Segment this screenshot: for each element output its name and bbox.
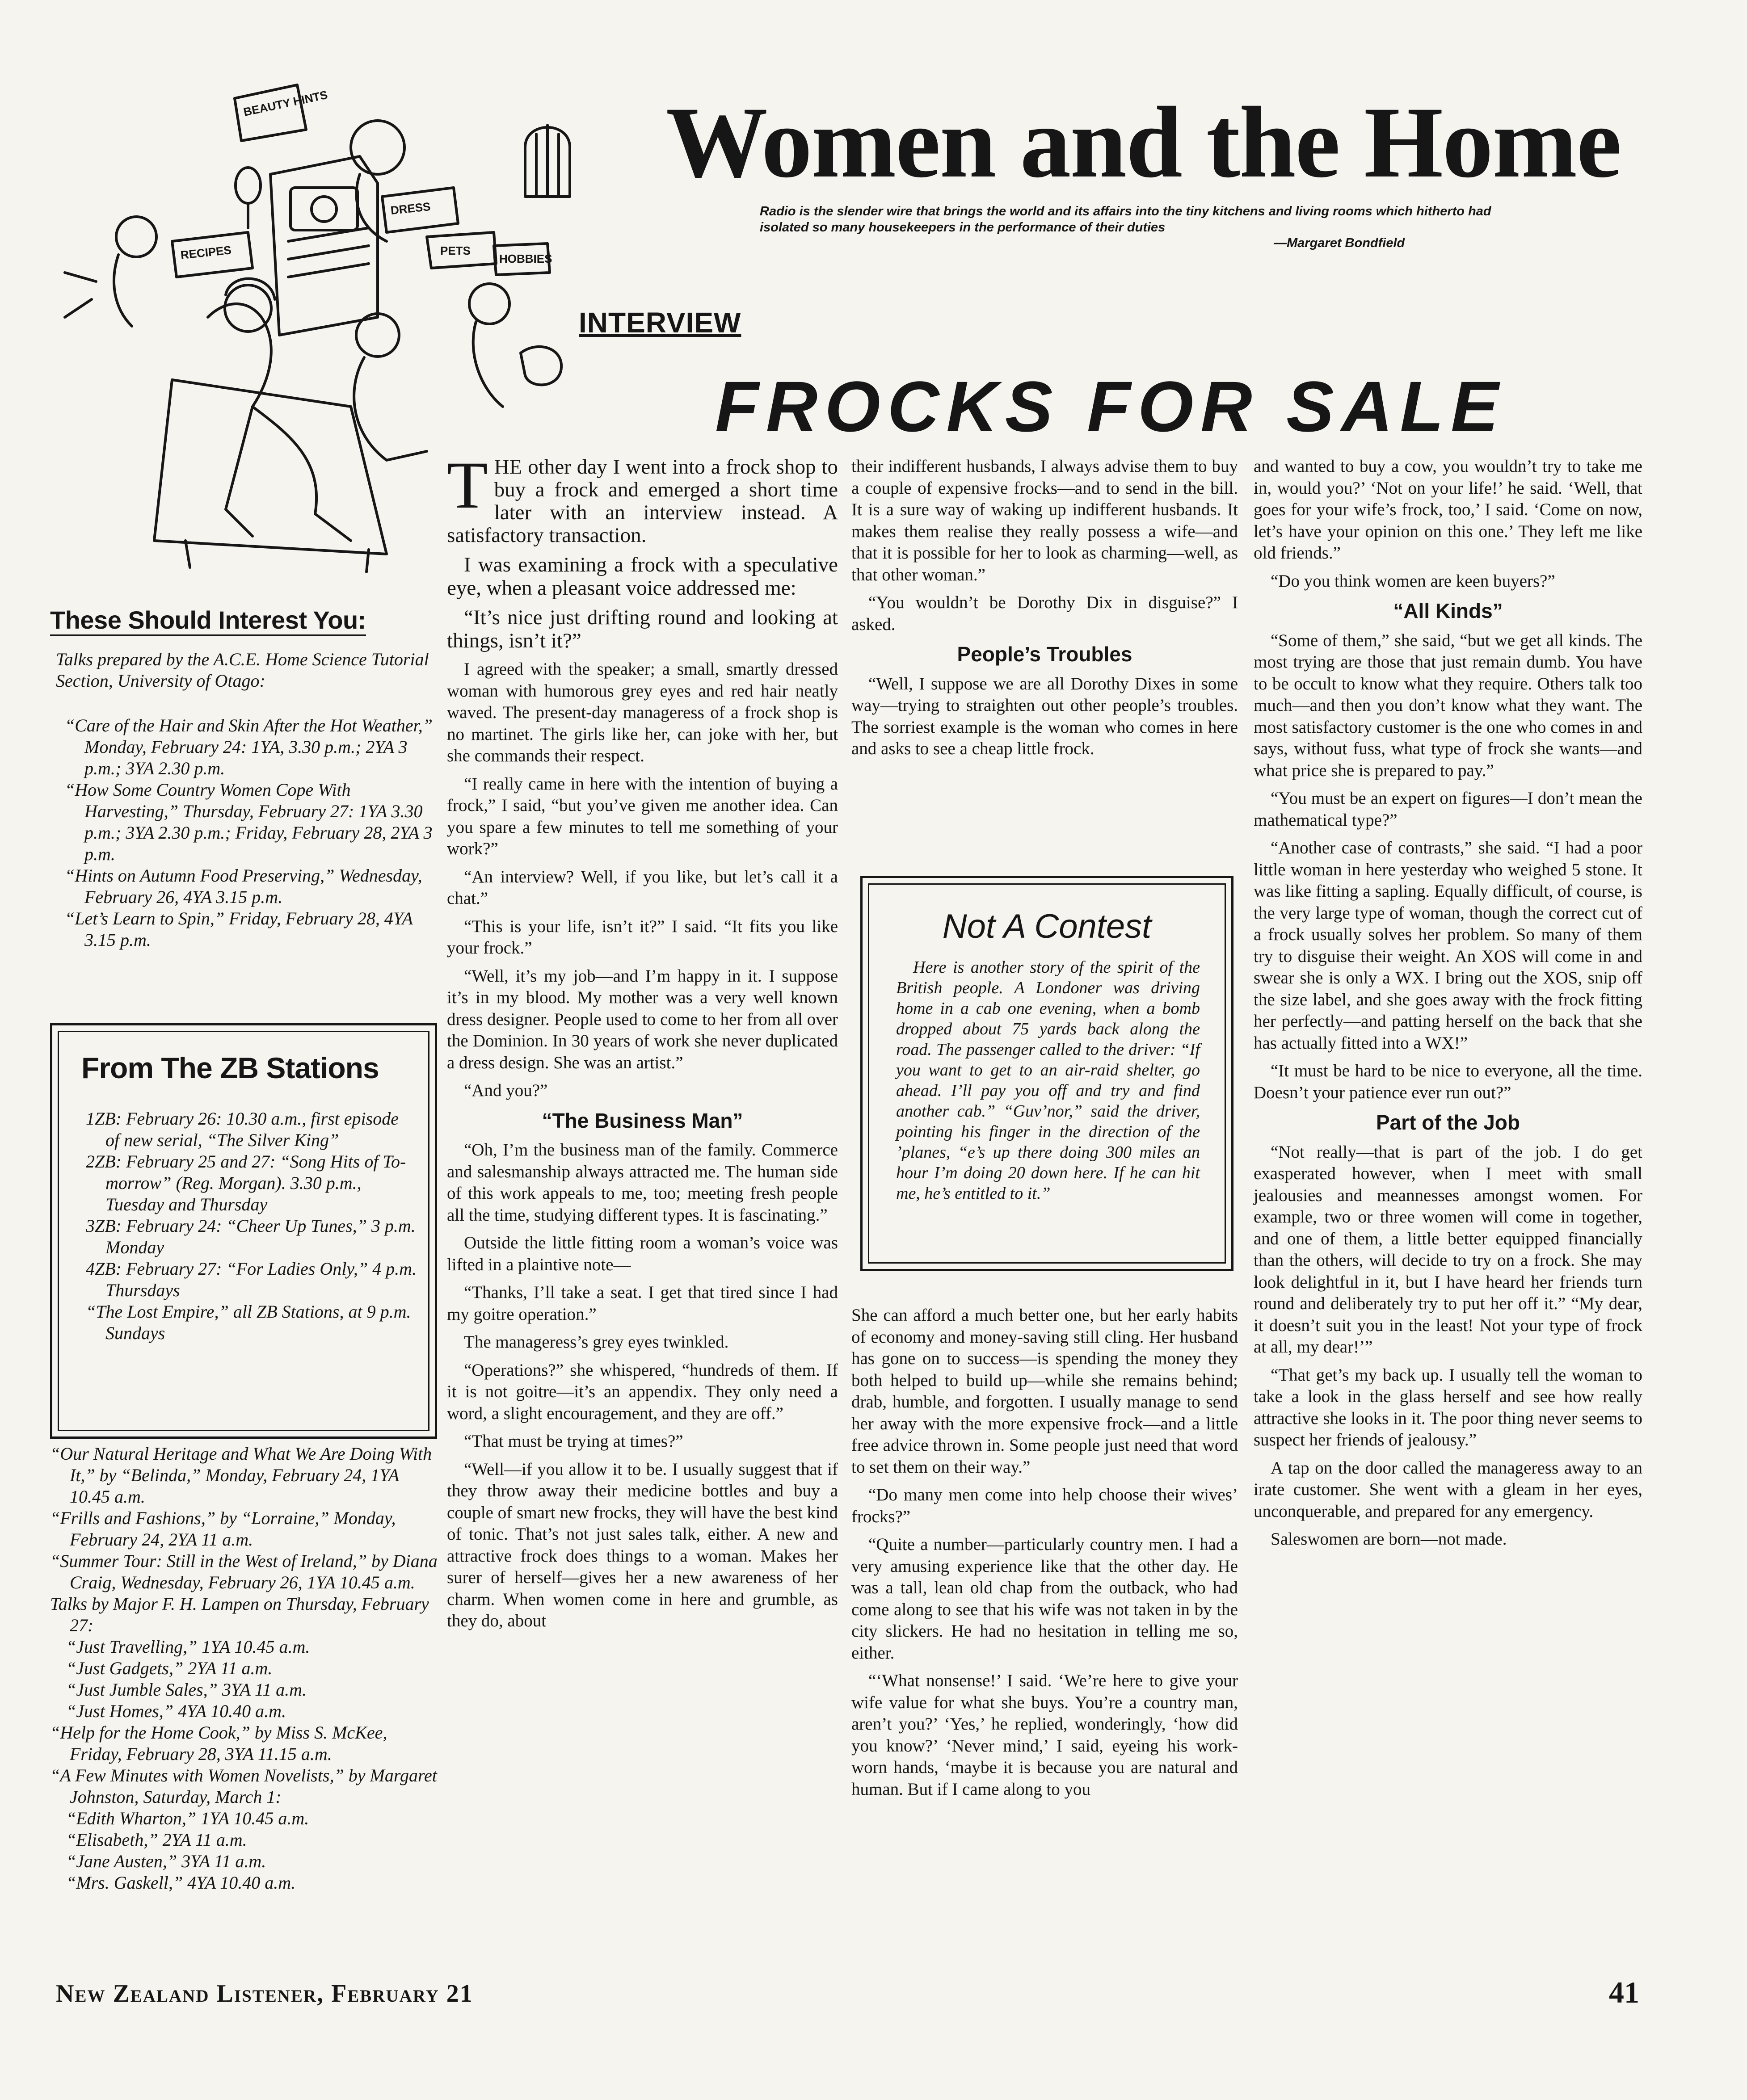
paragraph: “Well, I suppose we are all Dorothy Dixes in some way—trying to straighten out other people’s troubles. The sorriest example is the woman who comes in here and asks to see a cheap little frock. (851, 674, 1238, 758)
article-lede (447, 448, 838, 547)
paragraph: “It must be hard to be nice to everyone, all the time. Doesn’t your patience ever run out?” (1254, 1061, 1642, 1102)
paragraph: “And you?” (464, 1081, 548, 1100)
sign-recipes: RECIPES (180, 243, 232, 262)
article-column-2-top (851, 456, 1238, 766)
list-item: “Just Gadgets,” 2YA 11 a.m. (66, 1658, 273, 1678)
list-item: “Jane Austen,” 3YA 11 a.m. (66, 1851, 266, 1871)
list-item: “Mrs. Gaskell,” 4YA 10.40 a.m. (66, 1873, 296, 1893)
paragraph: “You wouldn’t be Dorothy Dix in disguise?” I asked. (851, 593, 1238, 634)
paragraph: “That must be trying at times?” (464, 1432, 683, 1451)
paragraph: “Well, it’s my job—and I’m happy in it. I suppose it’s in my blood. My mother was a very well known dress designer. People used to come to her from all over the Dominion. In 30 years of work she never duplicated a dress design. She was an artist.” (447, 966, 838, 1072)
list-item: Talks by Major F. H. Lampen on Thursday, February 27: (50, 1594, 429, 1635)
paragraph: The manageress’s grey eyes twinkled. (464, 1332, 729, 1352)
list-item: “Just Travelling,” 1YA 10.45 a.m. (66, 1637, 310, 1657)
interest-talk-list (65, 715, 436, 951)
paragraph: “Some of them,” she said, “but we get all kinds. The most trying are those that just remain dumb. You have to be occult to know what they require. Others talk too much—and then you don’t know what they want. The most satisfactory customer is the one who comes in and says, without fuss, what type of frock she wants—and what price she is prepared to pay.” (1254, 630, 1642, 780)
list-item: 4ZB: February 27: “For Ladies Only,” 4 p.m. Thursdays (86, 1259, 417, 1300)
paragraph: “Another case of contrasts,” she said. “I had a poor little woman in here yesterday who weighed 5 stone. It was like fitting a sapling. Equally difficult, of course, is the very large type of woman, though the correct cut of a frock usually solves her problem. So many of them try to disguise their weight. An XOS will come in and swear she is only a WX. I bring out the XOS, snip off the size label, and she goes away with the frock fitting her perfectly—and patting herself on the back that she has actually fitted into a WX!” (1254, 838, 1642, 1053)
contest-heading: Not A Contest (942, 907, 1152, 945)
list-item: 1ZB: February 26: 10.30 a.m., first episode of new serial, “The Silver King” (86, 1109, 399, 1150)
epigraph-author: —Margaret Bondfield (1274, 236, 1405, 250)
paragraph: “Do many men come into help choose their wives’ frocks?” (851, 1485, 1238, 1526)
subheading-peoples-troubles: People’s Troubles (957, 643, 1132, 666)
list-item: “Just Homes,” 4YA 10.40 a.m. (66, 1701, 286, 1721)
paragraph: “Operations?” she whispered, “hundreds of them. If it is not goitre—it’s an appendix. They only need a word, a slight encouragement, and they are off.” (447, 1360, 838, 1423)
zb-heading: From The ZB Stations (81, 1051, 379, 1084)
zb-stations-box (50, 1023, 437, 1439)
list-item: “The Lost Empire,” all ZB Stations, at 9 p.m. Sundays (86, 1302, 411, 1343)
more-talks-list (50, 1443, 443, 1894)
list-item: “Summer Tour: Still in the West of Ireland,” by Diana Craig, Wednesday, February 26, 1YA 10.45 a.m. (50, 1551, 438, 1592)
sign-dress: DRESS (390, 199, 431, 217)
list-item: “Hints on Autumn Food Preserving,” Wednesday, February 26, 4YA 3.15 p.m. (65, 865, 422, 907)
epigraph: Radio is the slender wire that brings the world and its affairs into the tiny kitchens and living rooms which hitherto had isolated so many housekeepers in the performance of their duties (760, 204, 1491, 235)
list-item: 3ZB: February 24: “Cheer Up Tunes,” 3 p.m. Monday (86, 1216, 416, 1257)
section-label: INTERVIEW (579, 307, 741, 339)
contest-box-inner-border (868, 883, 1226, 1264)
article-column-2-bottom (851, 1305, 1238, 1806)
sign-pets: PETS (440, 244, 471, 257)
zb-box-inner-border (58, 1031, 429, 1431)
article-column-3 (1254, 456, 1642, 1557)
list-item: “Care of the Hair and Skin After the Hot Weather,” Monday, February 24: 1YA, 3.30 p.m.; 2YA 3 p.m.; 3YA 2.30 p.m. (65, 715, 433, 778)
list-item: “Elisabeth,” 2YA 11 a.m. (66, 1830, 247, 1850)
paragraph: “This is your life, isn’t it?” I said. “It fits you like your frock.” (447, 916, 838, 958)
list-item: “A Few Minutes with Women Novelists,” by Margaret Johnston, Saturday, March 1: (50, 1765, 437, 1807)
paragraph: “Do you think women are keen buyers?” (1271, 571, 1555, 591)
list-item: “Just Jumble Sales,” 3YA 11 a.m. (66, 1680, 307, 1700)
paragraph: “It’s nice just drifting round and looking at things, isn’t it?” (447, 606, 838, 652)
sign-beauty-hints: BEAUTY HINTS (242, 88, 329, 119)
paragraph: and wanted to buy a cow, you wouldn’t try to take me in, would you?’ ‘Not on your life!’ he said. ‘Well, that goes for your wife’s frock, too,’ I said. ‘Come on now, let’s have your opinion on this one.’ They left me like old friends.” (1254, 457, 1642, 563)
paragraph: their indifferent husbands, I always advise them to buy a couple of expensive frocks—and to send in the bill. It is a sure way of waking up indifferent husbands. It makes them realise they really possess a wife—and that it is possible for her to look as charming—well, as that other woman.” (851, 457, 1238, 584)
sign-hobbies: HOBBIES (499, 252, 552, 265)
not-a-contest-box (860, 876, 1233, 1271)
paragraph: “Quite a number—particularly country men. I had a very amusing experience like that the other day. He was a tall, lean old chap from the outback, who had come along to see that his wife was not taken in by the city slickers. He had no hesitation in telling me so, either. (851, 1535, 1238, 1663)
subheading-business-man: “The Business Man” (542, 1109, 743, 1132)
subheading-part-of-the-job: Part of the Job (1376, 1111, 1520, 1134)
lede-text: HE other day I went into a frock shop to buy a frock and emerged a short time later with an interview instead. A satisfactory transaction. (447, 455, 838, 547)
paragraph: She can afford a much better one, but her early habits of economy and money-saving still cling. Her husband has gone on to success—is spending the money they both helped to build up—while she remains behind; drab, humble, and forgotten. I usually manage to send her away with the more expensive frock—and a little free advice thrown in. Some people just need that word to set them on their way.” (851, 1306, 1238, 1477)
paragraph: “Thanks, I’ll take a seat. I get that tired since I had my goitre operation.” (447, 1283, 838, 1324)
list-item: “Let’s Learn to Spin,” Friday, February 28, 4YA 3.15 p.m. (65, 908, 413, 950)
list-item: “Our Natural Heritage and What We Are Doing With It,” by “Belinda,” Monday, February 24, 1YA 10.45 a.m. (50, 1444, 432, 1507)
subheading-all-kinds: “All Kinds” (1393, 599, 1503, 622)
footer-masthead: New Zealand Listener, February 21 (56, 1980, 473, 2008)
paragraph: “Oh, I’m the business man of the family. Commerce and salesmanship always attracted me. The human side of this work appeals to me, too; meeting fresh people all the time, studying different types. It is fascinating.” (447, 1140, 838, 1225)
paragraph: I agreed with the speaker; a small, smartly dressed woman with humorous grey eyes and red hair neatly waved. The present-day manageress of a frock shop is no martinet. The girls like her, can joke with her, but she commands their respect. (447, 659, 838, 765)
paragraph: “Not really—that is part of the job. I do get exasperated however, when I meet with small jealousies and meannesses amongst women. For example, two or three women will come in together, and one of them, a little better equipped financially than the others, will decide to try on a frock. She may look delightful in it, but I have heard her friends turn round and deliberately try to put her off it.” “My dear, it doesn’t suit you in the least! Not your type of frock at all, my dear!’” (1254, 1142, 1642, 1357)
article-headline: FROCKS FOR SALE (715, 366, 1506, 446)
paragraph: Saleswomen are born—not made. (1271, 1529, 1507, 1549)
list-item: “Edith Wharton,” 1YA 10.45 a.m. (66, 1808, 309, 1828)
page-masthead: Women and the Home (666, 86, 1621, 199)
list-item: “How Some Country Women Cope With Harvesting,” Thursday, February 27: 1YA 3.30 p.m.; 3YA 2.30 p.m.; Friday, February 28, 2YA 3 p.m. (65, 780, 433, 864)
list-item: “Help for the Home Cook,” by Miss S. McKee, Friday, February 28, 3YA 11.15 a.m. (50, 1722, 387, 1764)
interest-intro: Talks prepared by the A.C.E. Home Science Tutorial Section, University of Otago: (56, 649, 429, 691)
interest-heading: These Should Interest You: (50, 605, 366, 636)
paragraph: A tap on the door called the manageress away to an irate customer. She went with a gleam in her eyes, unconquerable, and prepared for any emergency. (1254, 1458, 1642, 1521)
paragraph: “An interview? Well, if you like, but let’s call it a chat.” (447, 867, 838, 908)
drop-cap: T (447, 448, 488, 522)
zb-list (86, 1108, 417, 1344)
article-column-1 (447, 448, 838, 1638)
paragraph: “You must be an expert on figures—I don’t mean the mathematical type?” (1254, 789, 1642, 830)
paragraph: “‘What nonsense!’ I said. ‘We’re here to give your wife value for what she buys. You’re a country man, aren’t you?’ ‘Yes,’ he replied, wonderingly, ‘how did you know?’ ‘Never mind,’ I said, eyeing his work-worn hands, ‘maybe it is because you are natural and human. But if I came along to you (851, 1671, 1238, 1799)
page-number: 41 (1609, 1975, 1639, 2009)
list-item: “Frills and Fashions,” by “Lorraine,” Monday, February 24, 2YA 11 a.m. (50, 1508, 396, 1550)
paragraph: “Well—if you allow it to be. I usually suggest that if they throw away their medicine bottles and buy a couple of smart new frocks, they will have the best kind of tonic. That’s not just sales talk, either. A new and attractive frock does things to a woman. Makes her surer of herself—gives her a new awareness of her charm. When women come in here and grumble, as they do, about (447, 1459, 838, 1630)
list-item: 2ZB: February 25 and 27: “Song Hits of To-morrow” (Reg. Morgan). 3.30 p.m., Tuesday and Thursday (86, 1151, 406, 1214)
paragraph: I was examining a frock with a speculative eye, when a pleasant voice addressed me: (447, 553, 838, 600)
contest-body: Here is another story of the spirit of the British people. A Londoner was driving home in a cab one evening, when a bomb dropped about 75 yards back along the road. The passenger called to the driver: “If you want to get to an air-raid shelter, go ahead. I’ll pay you off and try and find another cab.” “Guv’nor,” said the driver, pointing his finger in the direction of the ’planes, “e’s up there doing 300 miles an hour I’m doing 20 down here. If he can hit me, he’s entitled to it.” (896, 958, 1200, 1203)
paragraph: “I really came in here with the intention of buying a frock,” I said, “but you’ve given me another idea. Can you spare a few minutes to tell me something of your work?” (447, 774, 838, 858)
paragraph: “That get’s my back up. I usually tell the woman to take a look in the glass herself and see how really attractive she looks in it. The poor thing never seems to suspect her friends of jealousy.” (1254, 1365, 1642, 1449)
paragraph: Outside the little fitting room a woman’s voice was lifted in a plaintive note— (447, 1233, 838, 1274)
